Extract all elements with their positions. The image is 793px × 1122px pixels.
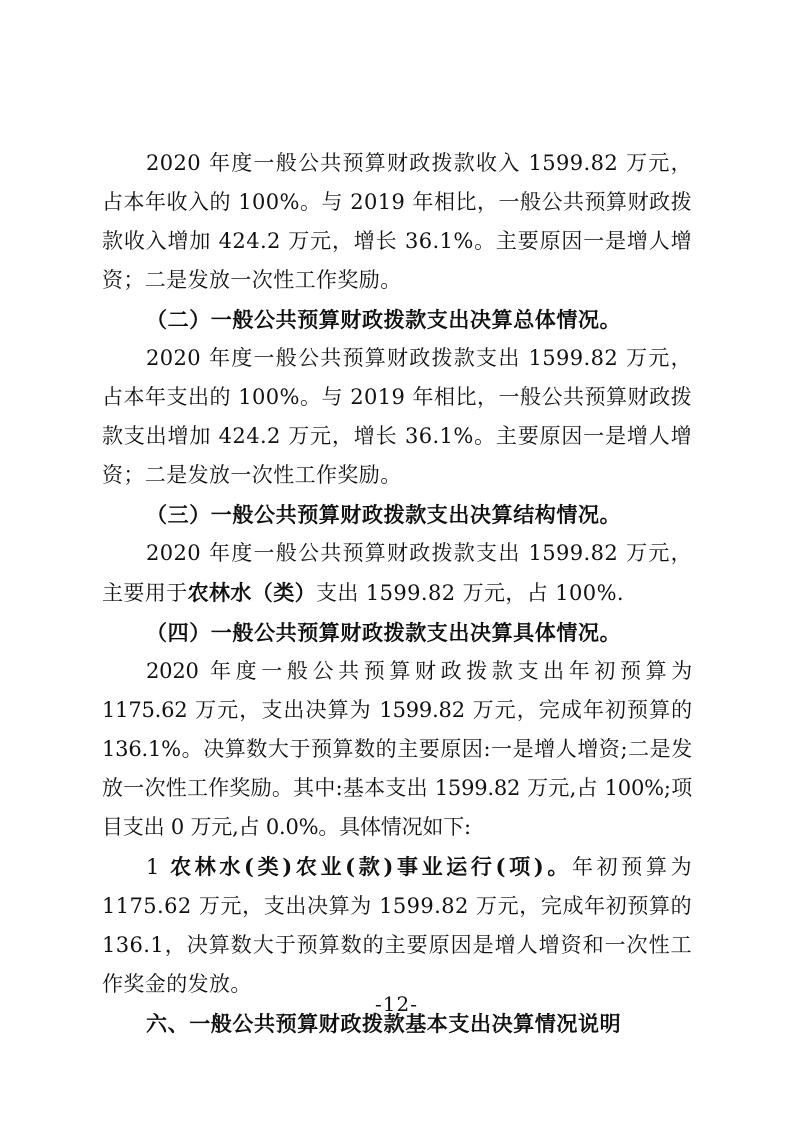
- structure-text-after: 支出 1599.82 万元，占 100%.: [316, 581, 624, 605]
- section-heading-expenditure-structure: （三）一般公共预算财政拨款支出决算结构情况。: [146, 502, 622, 527]
- paragraph-expenditure-detail: 2020 年度一般公共预算财政拨款支出年初预算为 1175.62 万元，支出决算为 1599.82 万元，完成年初预算的 136.1%。决算数大于预算数的主要原因:一是增人增资;二是发放一次性工作奖励。其中:基本支出 1599.82 万元,占 100%;项目支出 0 万元,占 0.0%。具体情况如下:: [102, 659, 692, 839]
- paragraph-expenditure-structure: [102, 534, 692, 613]
- page-number: -12-: [375, 992, 418, 1016]
- section-heading-basic-expenditure: 六、一般公共预算财政拨款基本支出决算情况说明: [146, 1011, 622, 1036]
- section-heading-expenditure-detail: （四）一般公共预算财政拨款支出决算具体情况。: [146, 620, 622, 645]
- item-category-bold: 农林水(类)农业(款)事业运行(项)。: [170, 854, 573, 879]
- paragraph-expenditure-overall: 2020 年度一般公共预算财政拨款支出 1599.82 万元，占本年支出的 100%。与 2019 年相比，一般公共预算财政拨款支出增加 424.2 万元，增长 36.1%。主要原因一是增人增资；二是发放一次性工作奖励。: [102, 346, 692, 487]
- section-heading-expenditure-overall: （二）一般公共预算财政拨款支出决算总体情况。: [146, 307, 622, 332]
- paragraph-item-detail: [102, 847, 692, 1004]
- structure-category-bold: 农林水（类）: [187, 580, 317, 605]
- structure-text-before: 2020 年度一般公共预算财政拨款支出 1599.82 万元，主要用于: [102, 541, 692, 605]
- item-text-after: 年初预算为 1175.62 万元，支出决算为 1599.82 万元，完成年初预算的 136.1，决算数大于预算数的主要原因是增人增资和一次性工作奖金的发放。: [102, 855, 693, 996]
- paragraph-revenue-overview: 2020 年度一般公共预算财政拨款收入 1599.82 万元，占本年收入的 100%。与 2019 年相比，一般公共预算财政拨款收入增加 424.2 万元，增长 36.1%。主要原因一是增人增资；二是发放一次性工作奖励。: [102, 151, 692, 292]
- item-number: 1: [146, 855, 171, 879]
- document-body: [102, 144, 692, 1043]
